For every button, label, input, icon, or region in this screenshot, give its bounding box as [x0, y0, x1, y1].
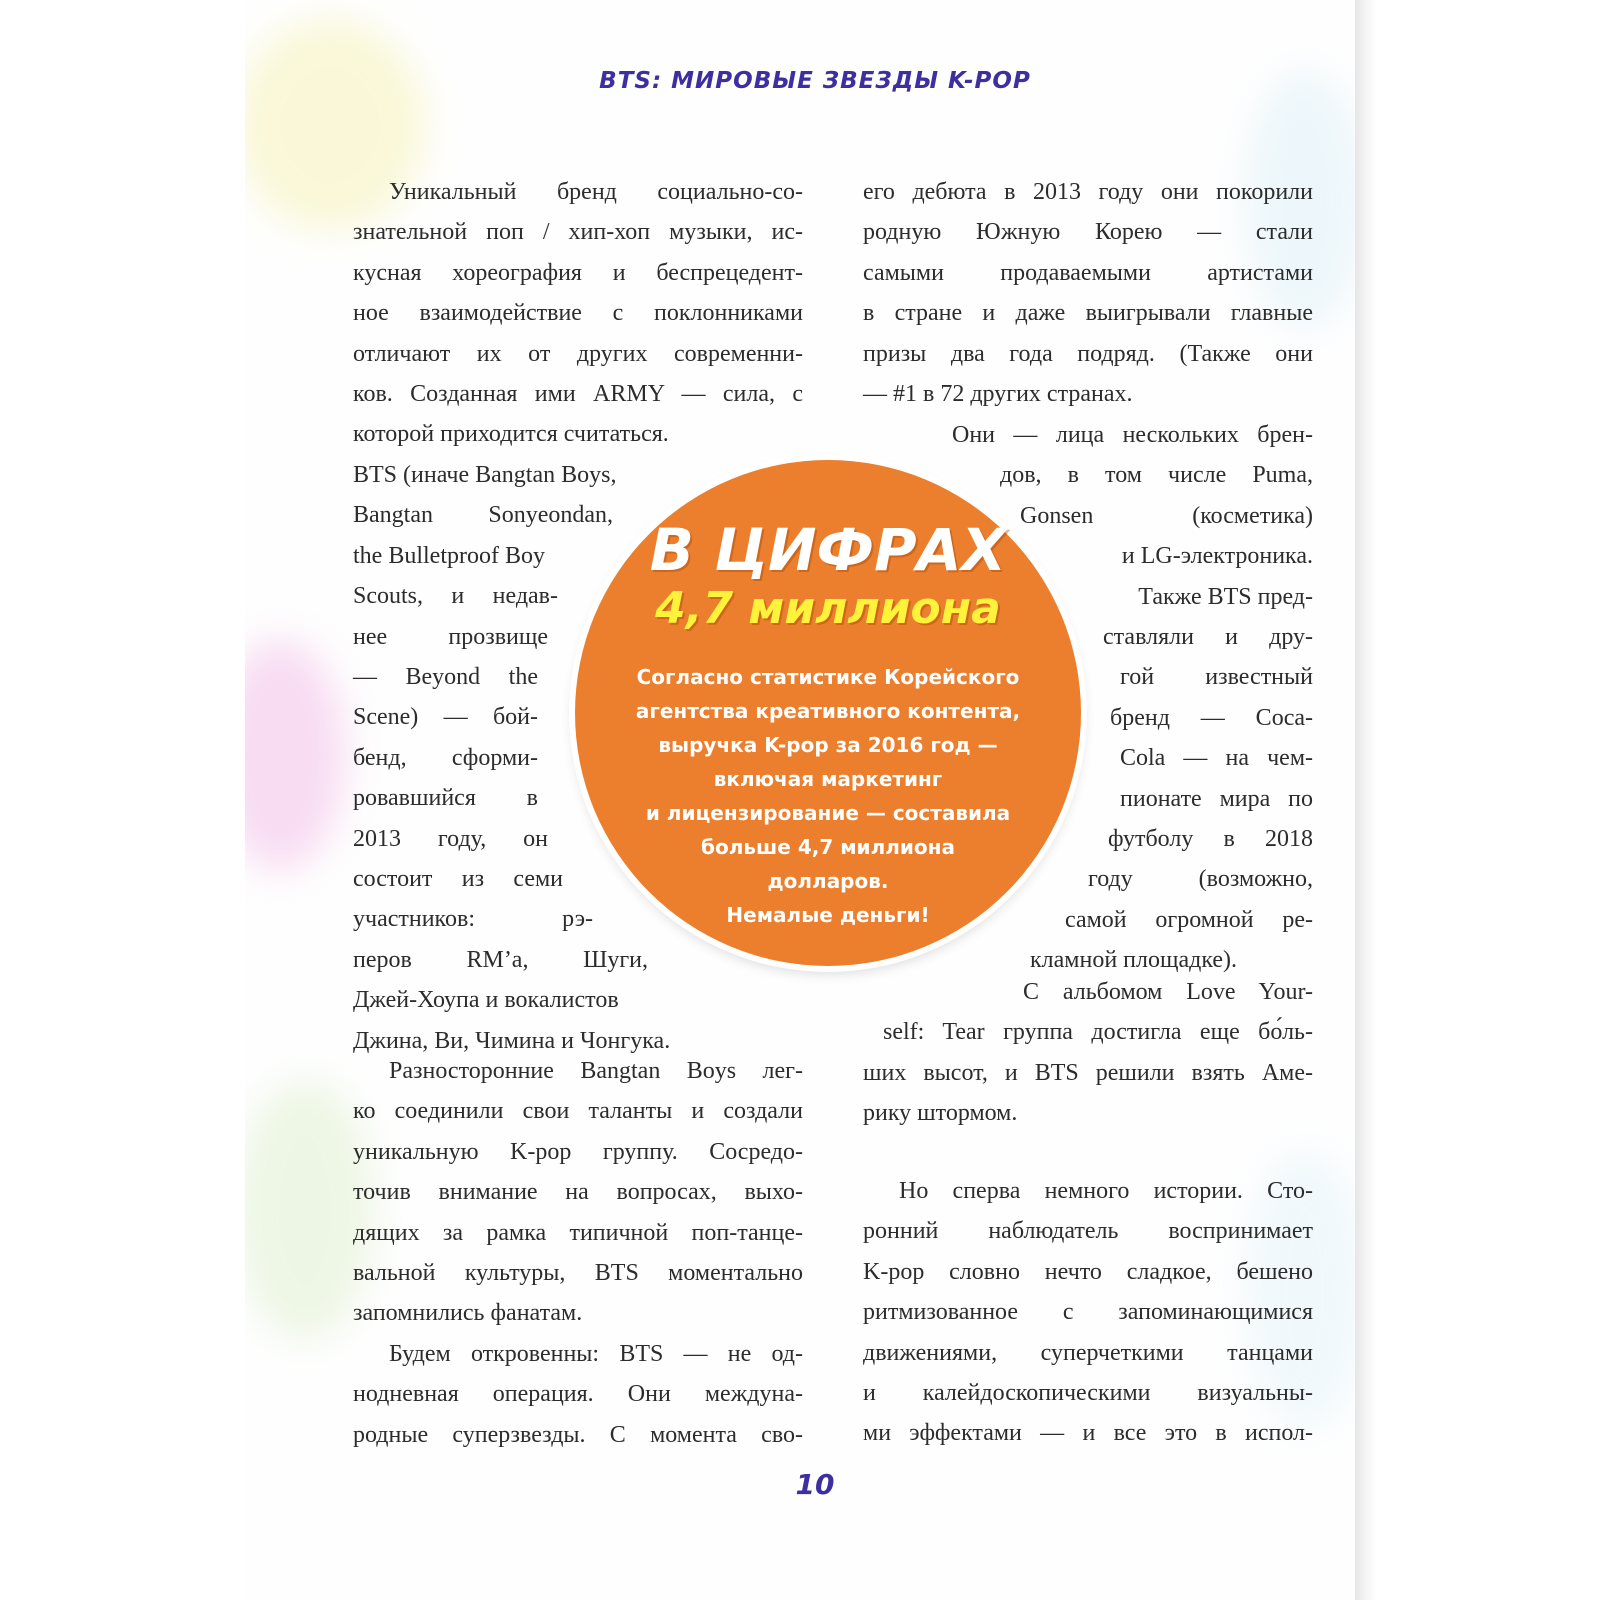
left-column-intro: [353, 172, 803, 455]
running-header: BTS: МИРОВЫЕ ЗВЕЗДЫ K-POP: [599, 68, 1031, 94]
paint-splash-pink: [245, 640, 345, 870]
stats-badge: [575, 460, 1081, 966]
right-column-intro: [863, 172, 1313, 414]
left-column-wrap: [353, 455, 671, 1061]
text-line: участников: рэ-: [353, 906, 593, 933]
text-line: С альбомом Love Your-: [1023, 979, 1313, 1005]
text-line: ко соединили свои таланты и создали: [353, 1098, 803, 1125]
text-line: в стране и даже выигрывали главные: [863, 300, 1313, 327]
text-line: 2013 году, он: [353, 825, 548, 852]
text-line: дящих за рамка типичной поп-танце-: [353, 1219, 803, 1246]
text-line: Также BTS пред-: [1138, 583, 1313, 610]
text-line: Gonsen (косметика): [1020, 502, 1313, 529]
text-line: ших высот, и BTS решили взять Аме-: [863, 1059, 1313, 1086]
text-line: Джина, Ви, Чимина и Чонгука.: [353, 1027, 671, 1054]
text-line: ми эффектами — и все это в испол-: [863, 1420, 1313, 1447]
right-column-history: [863, 1171, 1313, 1454]
text-line: движениями, суперчеткими танцами: [863, 1339, 1313, 1366]
text-line: Джей-Хоупа и вокалистов: [353, 987, 619, 1014]
page-number: 10: [795, 1468, 835, 1501]
text-line: ное взаимодействие с поклонниками: [353, 300, 803, 327]
text-line: Уникальный бренд социально-со-: [389, 179, 803, 205]
text-line: — #1 в 72 других странах.: [863, 381, 1133, 408]
text-line: Bangtan Sonyeondan,: [353, 502, 613, 529]
text-line: пионате мира по: [1120, 785, 1313, 812]
text-line: родную Южную Корею — стали: [863, 219, 1313, 246]
text-line: футболу в 2018: [1108, 826, 1313, 853]
text-line: K-pop словно нечто сладкое, бешено: [863, 1258, 1313, 1285]
text-line: которой приходится считаться.: [353, 421, 669, 448]
badge-title: В ЦИФРАХ: [649, 516, 1007, 584]
text-line: уникальную K-pop группу. Сосредо-: [353, 1138, 803, 1165]
text-line: ставляли и дру-: [1103, 624, 1313, 651]
text-line: бенд, сформи-: [353, 744, 538, 771]
text-line: запомнились фанатам.: [353, 1300, 583, 1327]
text-line: Будем откровенны: BTS — не од-: [389, 1340, 803, 1367]
text-line: его дебюта в 2013 году они покорили: [863, 179, 1313, 205]
text-line: нодневная операция. Они междуна-: [353, 1381, 803, 1408]
badge-figure: 4,7 миллиона: [655, 583, 1001, 634]
text-line: и калейдоскопическими визуальны-: [863, 1380, 1313, 1407]
text-line: отличают их от других современни-: [353, 340, 803, 367]
text-line: Разносторонние Bangtan Boys лег-: [389, 1058, 803, 1084]
text-line: Они — лица нескольких брен-: [952, 422, 1313, 448]
text-line: бренд — Coca-: [1110, 704, 1313, 731]
text-line: вальной культуры, BTS моментально: [353, 1260, 803, 1287]
text-line: self: Tear группа достигла еще бо́ль-: [883, 1019, 1313, 1046]
text-line: BTS (иначе Bangtan Boys,: [353, 462, 617, 488]
text-line: ронний наблюдатель воспринимает: [863, 1218, 1313, 1245]
text-line: точив внимание на вопросах, выхо-: [353, 1179, 803, 1206]
text-line: и LG-электроника.: [1121, 543, 1313, 570]
text-line: гой известный: [1120, 664, 1313, 691]
text-line: Scouts, и недав-: [353, 583, 558, 610]
text-line: знательной поп / хип-хоп музыки, ис-: [353, 219, 803, 246]
text-line: родные суперзвезды. С момента сво-: [353, 1421, 803, 1448]
text-line: Scene) — бой-: [353, 704, 538, 731]
text-line: ровавшийся в: [353, 785, 538, 812]
text-line: состоит из семи: [353, 866, 563, 893]
text-line: самыми продаваемыми артистами: [863, 259, 1313, 286]
text-line: — Beyond the: [353, 664, 538, 691]
text-line: ков. Созданная ими ARMY — сила, с: [353, 381, 803, 408]
text-line: Но сперва немного истории. Сто-: [899, 1178, 1313, 1204]
text-line: рику штормом.: [863, 1100, 1018, 1127]
text-line: ритмизованное с запоминающимися: [863, 1299, 1313, 1326]
text-line: нее прозвище: [353, 623, 548, 650]
page-edge-shadow: [1355, 0, 1377, 1600]
text-line: кламной площадке).: [1030, 947, 1238, 974]
left-column-continued: [353, 1051, 803, 1455]
text-line: кусная хореография и беспрецедент-: [353, 259, 803, 286]
text-line: дов, в том числе Puma,: [1000, 462, 1313, 489]
badge-text: Согласно статистике Корейского агентства креативного контента, выручка K-pop за 2016 год — включая маркетинг и лицензирование — составила больше 4,7 миллиона долларов. Немалые деньги!: [635, 665, 1021, 927]
text-line: году (возможно,: [1088, 866, 1313, 893]
text-line: Cola — на чем-: [1120, 745, 1313, 772]
text-line: перов RM’а, Шуги,: [353, 946, 648, 973]
text-line: призы два года подряд. (Также они: [863, 340, 1313, 367]
text-line: самой огромной ре-: [1065, 906, 1313, 933]
right-column-love-yourself: [863, 972, 1313, 1134]
text-line: the Bulletproof Boy: [353, 542, 545, 569]
